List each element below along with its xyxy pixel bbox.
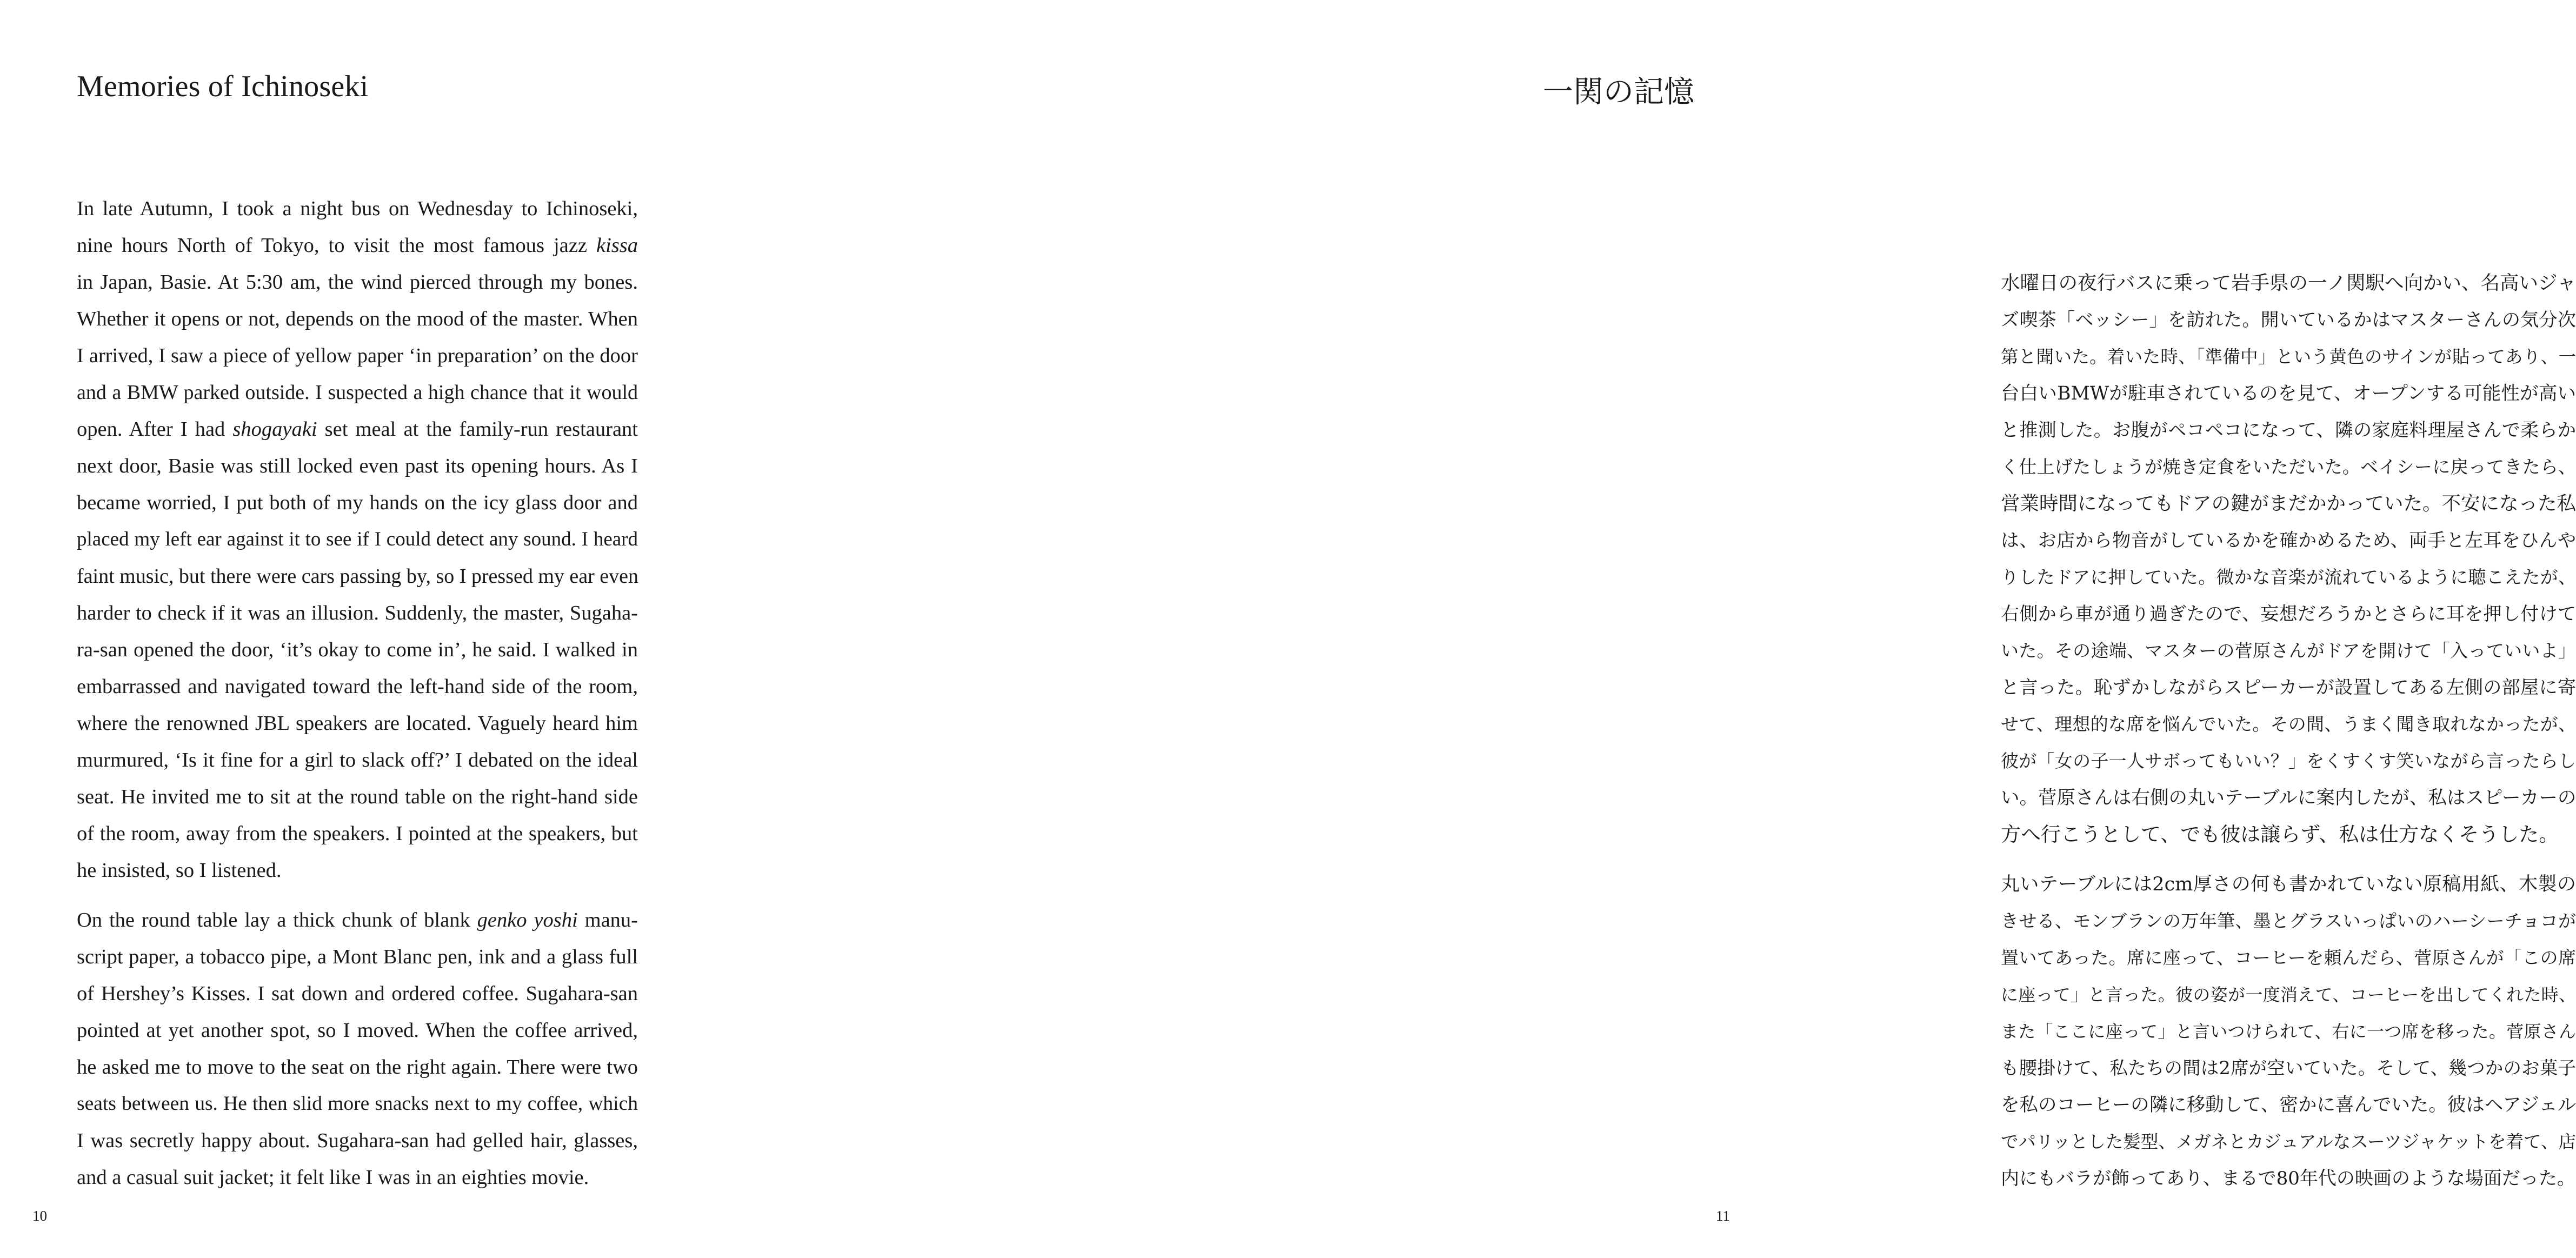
text-line: また「ここに座って」と言いつけられて、右に一つ席を移った。菅原さん (2001, 1021, 2576, 1042)
text-line: of the room, away from the speakers. I pointed at the speakers, but (77, 822, 638, 845)
text-line: 営業時間になってもドアの鍵がまだかかっていた。不安になった私 (2001, 492, 2576, 515)
text-line: 内にもバラが飾ってあり、まるで80年代の映画のような場面だった。 (2001, 1168, 2575, 1189)
text-line: he insisted, so I listened. (77, 859, 282, 882)
left-page (0, 0, 881, 1258)
text-line: murmured, ‘Is it fine for a girl to slack off?’ I debated on the ideal (77, 749, 638, 771)
text-line: I was secretly happy about. Sugahara-san had gelled hair, glasses, (77, 1129, 638, 1152)
text-line: seat. He invited me to sit at the round table on the right-hand side (77, 786, 638, 808)
text-line: placed my left ear against it to see if I could detect any sound. I heard (77, 528, 638, 550)
text-line: harder to check if it was an illusion. Suddenly, the master, Sugaha- (77, 602, 638, 624)
text-line: 置いてあった。席に座って、コーヒーを頼んだら、菅原さんが「この席 (2001, 947, 2576, 968)
text-line: I arrived, I saw a piece of yellow paper ‘in preparation’ on the door (77, 344, 638, 367)
text-line: でパリッとした髪型、メガネとカジュアルなスーツジャケットを着て、店 (2001, 1131, 2576, 1152)
text-line: も腰掛けて、私たちの間は2席が空いていた。そして、幾つかのお菓子 (2001, 1057, 2576, 1079)
text-line: 方へ行こうとして、でも彼は譲らず、私は仕方なくそうした。 (2001, 823, 2559, 846)
text-line: ズ喫茶「ベッシー」を訪れた。開いているかはマスターさんの気分次 (2001, 309, 2576, 331)
english-paragraph (77, 190, 638, 889)
text-line: 第と聞いた。着いた時、「準備中」という黄色のサインが貼ってあり、一 (2001, 347, 2576, 367)
text-line: and a casual suit jacket; it felt like I was in an eighties movie. (77, 1166, 589, 1189)
text-line: in Japan, Basie. At 5:30 am, the wind pierced through my bones. (77, 271, 638, 294)
text-line: embarrassed and navigated toward the left-hand side of the room, (77, 675, 638, 698)
text-line: In late Autumn, I took a night bus on Wednesday to Ichinoseki, (77, 197, 638, 220)
text-line: nine hours North of Tokyo, to visit the most famous jazz kissa (77, 234, 638, 257)
text-line: became worried, I put both of my hands on the icy glass door and (77, 491, 638, 514)
text-line: を私のコーヒーの隣に移動して、密かに喜んでいた。彼はヘアジェル (2001, 1094, 2576, 1116)
text-line: of Hershey’s Kisses. I sat down and ordered coffee. Sugahara-san (77, 982, 638, 1005)
page-number-left: 10 (32, 1208, 47, 1224)
text-line: 水曜日の夜行バスに乗って岩手県の一ノ関駅へ向かい、名高いジャ (2001, 272, 2576, 294)
page-title-japanese: 一関の記憶 (1543, 75, 1694, 110)
text-line: く仕上げたしょうが焼き定食をいただいた。ベイシーに戻ってきたら、 (2001, 456, 2576, 477)
japanese-paragraph (2001, 265, 2576, 853)
text-line: せて、理想的な席を悩んでいた。その間、うまく聞き取れなかったが、 (2001, 714, 2576, 735)
italic-term: shogayaki (232, 418, 317, 441)
text-line: script paper, a tobacco pipe, a Mont Blanc pen, ink and a glass full (77, 946, 638, 968)
text-line: 丸いテーブルには2cm厚さの何も書かれていない原稿用紙、木製の (2001, 874, 2576, 895)
italic-term: genko yoshi (477, 909, 578, 931)
page-number-right: 11 (1716, 1208, 1730, 1224)
text-line: and a BMW parked outside. I suspected a high chance that it would (77, 381, 638, 404)
text-line: と言った。恥ずかしながらスピーカーが設置してある左側の部屋に寄 (2001, 677, 2576, 698)
english-body-text (77, 190, 638, 1209)
text-line: 彼が「女の子一人サボってもいい？」をくすくす笑いながら言ったらし (2001, 750, 2576, 771)
text-line: seats between us. He then slid more snacks next to my coffee, which (77, 1093, 638, 1115)
text-line: りしたドアに押していた。微かな音楽が流れているように聴こえたが、 (2001, 567, 2576, 588)
text-line: pointed at yet another spot, so I moved. When the coffee arrived, (77, 1019, 638, 1042)
page-title-english: Memories of Ichinoseki (77, 70, 369, 103)
text-line: faint music, but there were cars passing by, so I pressed my ear even (77, 565, 639, 588)
text-line: On the round table lay a thick chunk of blank genko yoshi manu- (77, 909, 638, 931)
text-line: next door, Basie was still locked even past its opening hours. As I (77, 455, 638, 477)
english-paragraph (77, 902, 638, 1196)
text-line: いた。その途端、マスターの菅原さんがドアを開けて「入っていいよ」 (2001, 640, 2576, 661)
text-line: open. After I had shogayaki set meal at the family-run restaurant (77, 418, 638, 441)
text-line: に座って」と言った。彼の姿が一度消えて、コーヒーを出してくれた時、 (2001, 984, 2576, 1005)
text-line: と推測した。お腹がペコペコになって、隣の家庭料理屋さんで柔らか (2001, 420, 2576, 441)
text-line: ra-san opened the door, ‘it’s okay to come in’, he said. I walked in (77, 638, 638, 661)
japanese-body-text (2001, 265, 2576, 1210)
text-line: い。菅原さんは右側の丸いテーブルに案内したが、私はスピーカーの (2001, 787, 2576, 809)
text-line: 右側から車が通り過ぎたので、妄想だろうかとさらに耳を押し付けて (2001, 603, 2576, 625)
japanese-paragraph (2001, 866, 2576, 1197)
italic-term: kissa (596, 234, 638, 257)
text-line: は、お店から物音がしているかを確かめるため、両手と左耳をひんや (2001, 530, 2576, 551)
text-line: where the renowned JBL speakers are located. Vaguely heard him (77, 712, 638, 735)
text-line: 台白いBMWが駐車されているのを見て、オープンする可能性が高い (2001, 383, 2576, 404)
text-line: きせる、モンブランの万年筆、墨とグラスいっぱいのハーシーチョコが (2001, 910, 2576, 931)
right-page (881, 0, 2576, 1258)
text-line: Whether it opens or not, depends on the mood of the master. When (77, 308, 638, 330)
text-line: he asked me to move to the seat on the right again. There were two (77, 1056, 638, 1079)
